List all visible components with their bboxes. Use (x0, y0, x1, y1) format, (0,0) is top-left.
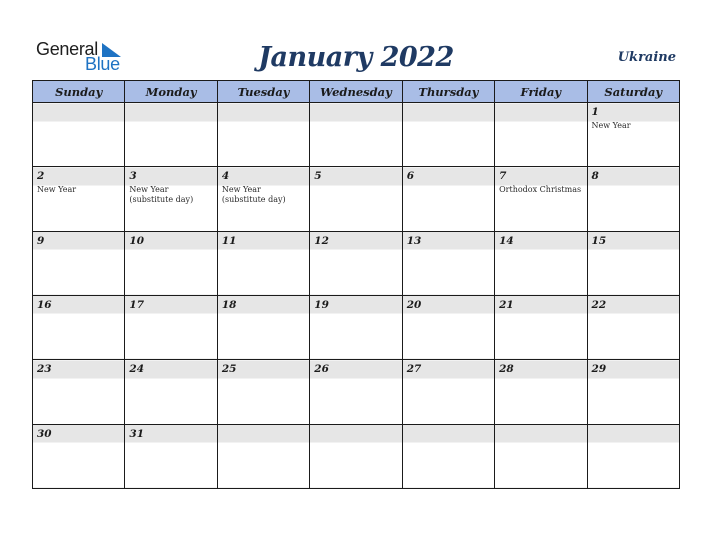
calendar-week-row (33, 424, 680, 488)
calendar-day-cell (125, 103, 217, 167)
calendar-day-cell (217, 295, 309, 359)
day-number: 19 (314, 298, 329, 311)
day-number: 21 (499, 298, 514, 311)
calendar-week-row (33, 231, 680, 295)
day-number (218, 425, 309, 443)
calendar-day-cell (587, 295, 679, 359)
calendar-day-cell (310, 167, 402, 231)
holiday-label: Orthodox Christmas (499, 185, 582, 195)
day-number (495, 425, 586, 443)
weekday-header: Wednesday (310, 81, 402, 103)
calendar-day-cell (125, 360, 217, 424)
day-number: 24 (129, 363, 145, 376)
day-number: 14 (499, 234, 514, 247)
weekday-header: Sunday (33, 81, 125, 103)
calendar-day-cell (310, 424, 402, 488)
calendar-day-cell (217, 103, 309, 167)
calendar-day-cell (125, 167, 217, 231)
country-label: Ukraine (617, 50, 676, 65)
calendar-day-cell (217, 167, 309, 231)
calendar-day-cell (402, 360, 494, 424)
day-number: 6 (406, 170, 414, 183)
calendar-day-cell (587, 103, 679, 167)
weekday-header: Saturday (587, 81, 679, 103)
calendar-day-cell (587, 360, 679, 424)
weekday-header: Tuesday (217, 81, 309, 103)
calendar-week-row (33, 295, 680, 359)
day-number (495, 103, 586, 121)
day-number: 23 (37, 363, 52, 376)
calendar-day-cell (125, 424, 217, 488)
calendar-day-cell (402, 167, 494, 231)
calendar-day-cell (402, 295, 494, 359)
holiday-label: New Year (substitute day) (129, 185, 194, 205)
day-number (218, 103, 309, 121)
calendar-week-row (33, 167, 680, 231)
day-number: 11 (221, 234, 237, 247)
logo-word-general: General (36, 39, 98, 59)
day-number: 27 (406, 363, 422, 376)
day-number (310, 425, 401, 443)
logo-word-blue: Blue (85, 54, 120, 74)
calendar-day-cell (217, 231, 309, 295)
holiday-label: New Year (37, 185, 77, 195)
calendar-day-cell (587, 167, 679, 231)
weekday-header: Thursday (402, 81, 494, 103)
day-number: 7 (499, 170, 507, 183)
day-number (310, 103, 401, 121)
day-number (403, 103, 494, 121)
calendar-day-cell (402, 231, 494, 295)
day-number (125, 103, 216, 121)
day-number: 12 (314, 234, 329, 247)
calendar-day-cell (402, 424, 494, 488)
day-number: 18 (221, 298, 237, 311)
day-number: 31 (129, 427, 145, 440)
day-number: 8 (591, 170, 599, 183)
calendar-day-cell (495, 295, 587, 359)
calendar-week-row (33, 360, 680, 424)
day-number: 9 (37, 234, 45, 247)
weekday-header: Monday (125, 81, 217, 103)
day-number: 16 (37, 298, 52, 311)
calendar-day-cell (217, 360, 309, 424)
weekday-header: Friday (495, 81, 587, 103)
calendar-grid (32, 80, 680, 489)
day-number: 25 (221, 363, 237, 376)
day-number: 3 (129, 170, 137, 183)
calendar-day-cell (125, 295, 217, 359)
day-number: 20 (406, 298, 422, 311)
calendar-day-cell (125, 231, 217, 295)
day-number (33, 103, 124, 121)
calendar-day-cell (33, 167, 125, 231)
day-number: 13 (406, 234, 422, 247)
calendar-day-cell (587, 424, 679, 488)
day-number: 30 (37, 427, 52, 440)
calendar-day-cell (33, 103, 125, 167)
calendar-day-cell (33, 295, 125, 359)
calendar-day-cell (495, 360, 587, 424)
day-number: 29 (591, 363, 607, 376)
day-number: 4 (221, 170, 230, 183)
calendar-day-cell (402, 103, 494, 167)
calendar-day-cell (495, 167, 587, 231)
day-number (588, 425, 679, 443)
day-number: 22 (591, 298, 607, 311)
day-number: 10 (129, 234, 145, 247)
calendar-day-cell (310, 295, 402, 359)
calendar-day-cell (33, 231, 125, 295)
day-number: 5 (314, 170, 322, 183)
calendar-day-cell (310, 231, 402, 295)
day-number (403, 425, 494, 443)
calendar-day-cell (495, 231, 587, 295)
calendar-title: January 2022 (258, 42, 454, 73)
calendar-day-cell (310, 103, 402, 167)
weekday-header-row (33, 81, 680, 103)
day-number: 26 (314, 363, 329, 376)
calendar-day-cell (495, 424, 587, 488)
day-number: 2 (37, 170, 45, 183)
calendar-day-cell (33, 360, 125, 424)
calendar-day-cell (587, 231, 679, 295)
day-number: 17 (129, 298, 145, 311)
day-number: 1 (591, 106, 599, 118)
calendar-week-row (33, 103, 680, 167)
holiday-label: New Year (591, 121, 631, 130)
holiday-label: New Year (substitute day) (221, 185, 286, 205)
day-number: 28 (499, 363, 514, 376)
day-number: 15 (591, 234, 607, 247)
calendar-day-cell (33, 424, 125, 488)
calendar-day-cell (217, 424, 309, 488)
calendar-day-cell (495, 103, 587, 167)
calendar-day-cell (310, 360, 402, 424)
